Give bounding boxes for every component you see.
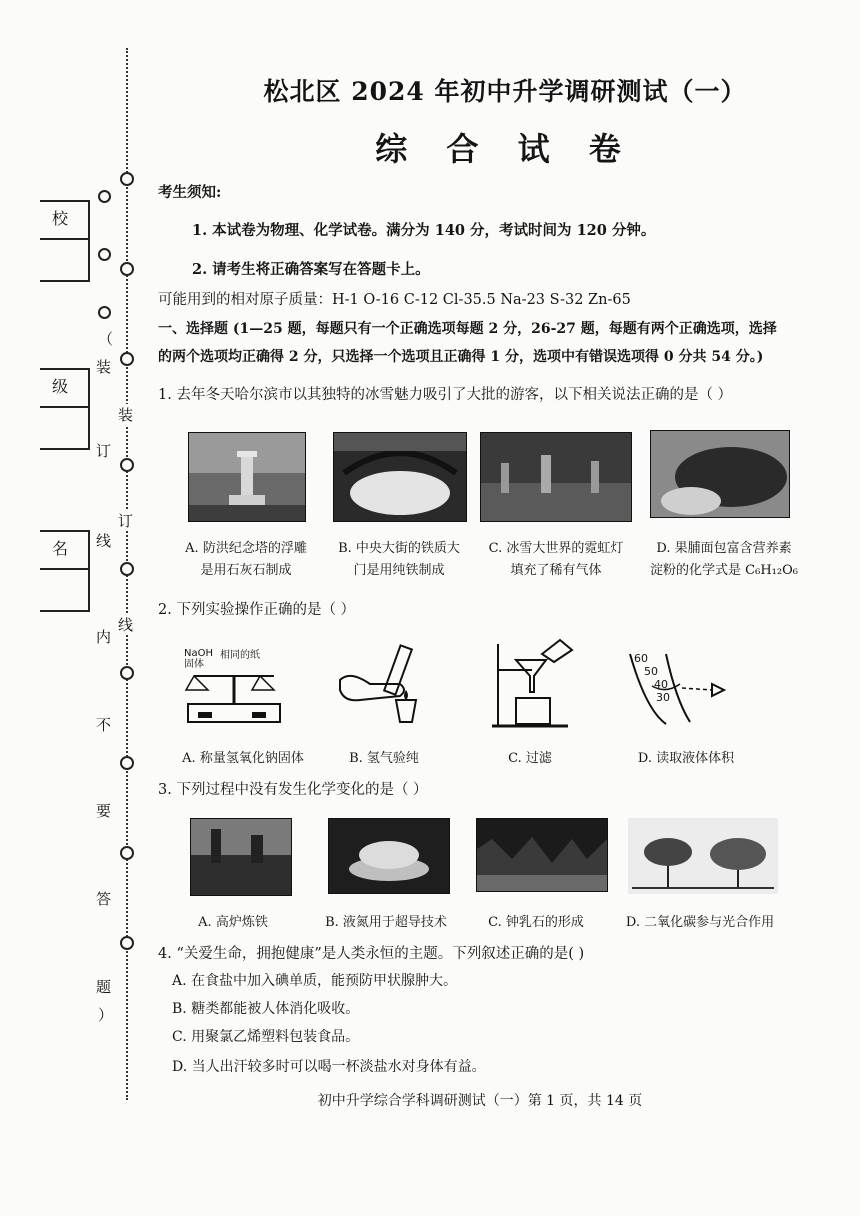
field-line [40, 406, 88, 408]
notice-heading: 考生须知: [158, 184, 222, 201]
scale-tick: 60 [634, 652, 648, 665]
balance-figure [180, 646, 290, 730]
option-c [476, 538, 636, 582]
option-text: B. 中央大街的铁质大 [338, 541, 460, 556]
question-stem: 2. 下列实验操作正确的是（ ） [158, 602, 356, 618]
notice-item: 2. 请考生将正确答案写在答题卡上。 [192, 261, 430, 278]
photosynthesis-figure [628, 818, 778, 894]
scale-tick: 50 [644, 665, 658, 678]
question-stem: 4. “关爱生命，拥抱健康”是人类永恒的主题。下列叙述正确的是( ) [158, 946, 585, 962]
margin-char: 订 [118, 512, 134, 530]
liquid-nitrogen-photo [328, 818, 450, 894]
margin-char: 不 [96, 716, 112, 734]
option-text: 门是用纯铁制成 [353, 563, 445, 578]
option-text: C. 冰雪大世界的霓虹灯 [488, 541, 624, 556]
blast-furnace-photo [190, 818, 292, 896]
section-instructions: 一、选择题 (1—25 题，每题只有一个正确选项每题 2 分，26-27 题，每题有两个正确选项，选择 [158, 321, 777, 337]
binding-hole-icon [98, 190, 111, 203]
naoh-label [184, 648, 213, 670]
binding-hole-icon [120, 352, 134, 366]
option-d: D. 二氧化碳参与光合作用 [625, 915, 775, 930]
solid-text: 固体 [184, 659, 204, 670]
margin-char: 线 [96, 532, 112, 550]
field-line [40, 448, 88, 450]
margin-char: 线 [118, 616, 134, 634]
option-b: B. 液氮用于超导技术 [325, 915, 447, 930]
margin-char: 题 [96, 978, 112, 996]
reading-volume-figure [626, 650, 736, 726]
atomic-masses: 可能用到的相对原子质量：H-1 O-16 C-12 Cl-35.5 Na-23 S-32 Zn-65 [158, 292, 631, 308]
section-instructions: 的两个选项均正确得 2 分，只选择一个选项且正确得 1 分，选项中有错误选项得 0 分共 54 分。) [158, 349, 764, 365]
scale-tick: 40 [654, 678, 668, 691]
margin-char: 内 [96, 628, 112, 646]
scale-tick: 30 [656, 691, 670, 704]
binding-hole-icon [120, 458, 134, 472]
option-a: A. 高炉炼铁 [198, 915, 268, 930]
option-c: C. 用聚氯乙烯塑料包装食品。 [172, 1029, 360, 1045]
option-d: D. 读取液体体积 [637, 751, 735, 766]
binding-hole-icon [120, 172, 134, 186]
naoh-text: NaOH [184, 648, 213, 659]
binding-hole-icon [120, 262, 134, 276]
option-text: D. 果脯面包富含营养素 [656, 541, 792, 556]
exam-title: 松北区 2024 年初中升学调研测试（一） [263, 77, 747, 106]
margin-char: ） [98, 1006, 114, 1024]
margin-char: （ [98, 330, 114, 348]
paper-label: 相同的纸 [220, 650, 260, 661]
field-line [40, 280, 88, 282]
option-text: 是用石灰石制成 [200, 563, 292, 578]
bread-photo [650, 430, 790, 518]
hydrogen-test-figure [330, 640, 430, 730]
class-field [40, 368, 90, 450]
binding-hole-icon [120, 846, 134, 860]
option-text: A. 防洪纪念塔的浮雕 [185, 541, 307, 556]
question-stem: 3. 下列过程中没有发生化学变化的是（ ） [158, 782, 428, 798]
binding-hole-icon [120, 666, 134, 680]
option-d: D. 当人出汗较多时可以喝一杯淡盐水对身体有益。 [172, 1059, 486, 1075]
binding-hole-icon [98, 248, 111, 261]
option-c: C. 过滤 [508, 751, 552, 766]
filtration-figure [488, 636, 578, 732]
school-field-label: 校 [52, 209, 69, 228]
margin-char: 答 [96, 890, 112, 908]
exam-subtitle: 综 合 试 卷 [375, 130, 635, 168]
option-c: C. 钟乳石的形成 [488, 915, 584, 930]
field-line [40, 568, 88, 570]
option-text: 填充了稀有气体 [510, 563, 602, 578]
option-a: A. 在食盐中加入碘单质，能预防甲状腺肿大。 [172, 973, 458, 989]
margin-char: 要 [96, 802, 112, 820]
stalactite-photo [476, 818, 608, 892]
option-d [644, 538, 804, 582]
iron-gate-photo [333, 432, 467, 522]
monument-photo [188, 432, 306, 522]
margin-char: 装 [96, 358, 112, 376]
binding-hole-icon [120, 562, 134, 576]
name-field [40, 530, 90, 612]
notice-item: 1. 本试卷为物理、化学试卷。满分为 140 分，考试时间为 120 分钟。 [192, 222, 656, 239]
scale-labels [634, 652, 670, 704]
class-field-label: 级 [52, 377, 69, 396]
page-footer: 初中升学综合学科调研测试（一）第 1 页，共 14 页 [317, 1093, 643, 1109]
binding-hole-icon [120, 756, 134, 770]
option-b: B. 糖类都能被人体消化吸收。 [172, 1001, 360, 1017]
margin-char: 订 [96, 442, 112, 460]
option-b: B. 氢气验纯 [349, 751, 419, 766]
option-b [324, 538, 474, 582]
question-stem: 1. 去年冬天哈尔滨市以其独特的冰雪魅力吸引了大批的游客，以下相关说法正确的是（ ） [158, 387, 733, 403]
margin-char: 装 [118, 406, 134, 424]
option-a [168, 538, 324, 582]
option-a: A. 称量氢氧化钠固体 [182, 751, 304, 766]
option-text: 淀粉的化学式是 C₆H₁₂O₆ [650, 563, 798, 578]
ice-world-photo [480, 432, 632, 522]
school-field [40, 200, 90, 282]
name-field-label: 名 [52, 539, 69, 558]
binding-hole-icon [120, 936, 134, 950]
field-line [40, 238, 88, 240]
field-line [40, 610, 88, 612]
binding-hole-icon [98, 306, 111, 319]
